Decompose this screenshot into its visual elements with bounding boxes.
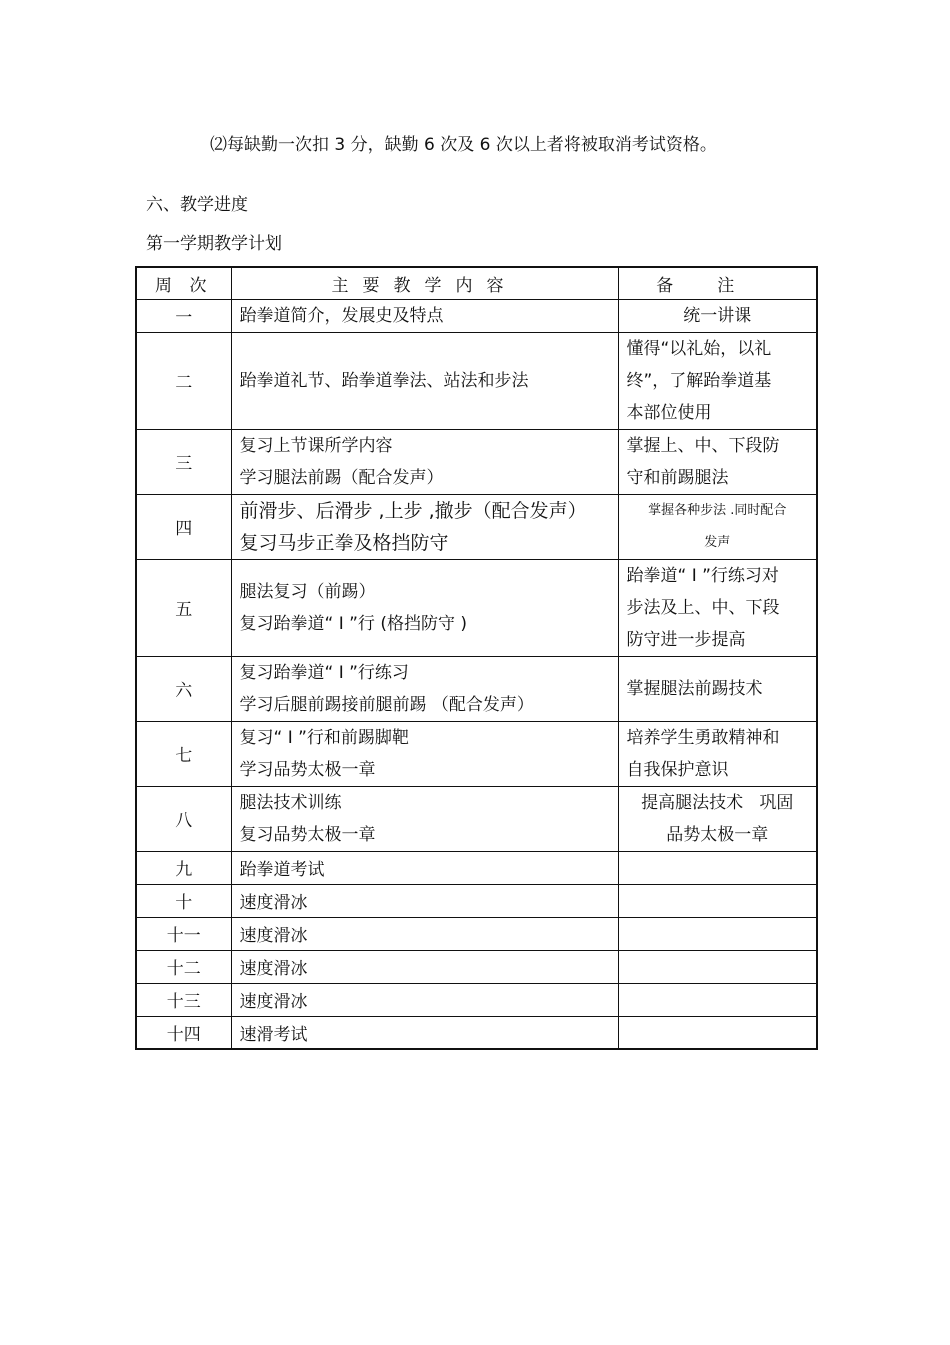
content-cell	[231, 559, 618, 656]
header-content: 主要教学内容	[231, 267, 618, 299]
note-cell	[618, 1016, 817, 1049]
table-row	[136, 429, 817, 494]
content-cell: 速度滑冰	[231, 884, 618, 917]
table-row	[136, 851, 817, 884]
note-cell	[618, 332, 817, 429]
table-row	[136, 983, 817, 1016]
content-cell: 跆拳道考试	[231, 851, 618, 884]
table-row	[136, 721, 817, 786]
table-row	[136, 559, 817, 656]
week-cell: 十四	[136, 1016, 231, 1049]
week-cell: 二	[136, 332, 231, 429]
week-cell: 八	[136, 786, 231, 851]
note-line: 守和前踢腿法	[626, 467, 729, 488]
week-cell: 十二	[136, 950, 231, 983]
note-cell	[618, 494, 817, 559]
absence-rule-line: ⑵每缺勤一次扣 3 分，缺勤 6 次及 6 次以上者将被取消考试资格。	[210, 135, 717, 155]
content-line: 跆拳道简介，发展史及特点	[239, 305, 444, 326]
table-row	[136, 494, 817, 559]
week-cell: 四	[136, 494, 231, 559]
table-row	[136, 299, 817, 332]
content-line: 学习品势太极一章	[239, 759, 376, 780]
table-row	[136, 656, 817, 721]
week-cell: 七	[136, 721, 231, 786]
content-cell	[231, 721, 618, 786]
note-line: 发声	[704, 534, 731, 550]
note-line: 培养学生勇敢精神和	[626, 727, 780, 748]
week-cell: 三	[136, 429, 231, 494]
note-line: 掌握各种步法 .同时配合	[648, 502, 787, 518]
note-line: 终”，了解跆拳道基	[626, 370, 772, 391]
note-line: 自我保护意识	[626, 759, 729, 780]
week-cell: 五	[136, 559, 231, 656]
note-cell	[618, 786, 817, 851]
content-cell	[231, 786, 618, 851]
note-line: 防守进一步提高	[626, 629, 746, 650]
content-line: 学习后腿前踢接前腿前踢 （配合发声）	[239, 694, 534, 715]
content-cell: 速度滑冰	[231, 983, 618, 1016]
note-line: 品势太极一章	[666, 824, 769, 845]
note-cell	[618, 983, 817, 1016]
week-cell: 十三	[136, 983, 231, 1016]
section-heading: 六、教学进度	[146, 195, 248, 215]
note-cell	[618, 950, 817, 983]
note-line: 提高腿法技术 巩固	[641, 792, 794, 813]
note-line: 步法及上、中、下段	[626, 597, 780, 618]
plan-subtitle: 第一学期教学计划	[146, 234, 282, 254]
note-cell	[618, 299, 817, 332]
note-cell	[618, 721, 817, 786]
content-cell	[231, 656, 618, 721]
table-row	[136, 884, 817, 917]
content-line: 复习“ I ”行和前踢脚靶	[239, 727, 409, 748]
content-cell	[231, 429, 618, 494]
note-cell	[618, 559, 817, 656]
week-cell: 十	[136, 884, 231, 917]
table-row	[136, 786, 817, 851]
content-cell	[231, 299, 618, 332]
note-cell	[618, 429, 817, 494]
note-line: 掌握上、中、下段防	[626, 435, 780, 456]
note-cell	[618, 884, 817, 917]
note-cell	[618, 917, 817, 950]
content-line: 腿法技术训练	[239, 792, 342, 813]
week-cell: 一	[136, 299, 231, 332]
header-note: 备注	[618, 267, 817, 299]
table-row	[136, 332, 817, 429]
table-row	[136, 1016, 817, 1049]
header-week: 周 次	[136, 267, 231, 299]
content-line: 复习上节课所学内容	[239, 435, 393, 456]
note-line: 跆拳道“ I ”行练习对	[626, 565, 779, 586]
content-line: 前滑步、后滑步 ,上步 ,撤步（配合发声）	[239, 499, 587, 522]
note-line: 统一讲课	[683, 305, 752, 326]
table-row	[136, 950, 817, 983]
week-cell: 九	[136, 851, 231, 884]
table-row	[136, 917, 817, 950]
week-cell: 十一	[136, 917, 231, 950]
table-header-row	[136, 267, 817, 299]
note-line: 懂得“以礼始，以礼	[626, 338, 772, 359]
content-line: 腿法复习（前踢）	[239, 581, 376, 602]
content-line: 复习跆拳道“ I ”行 (格挡防守 )	[239, 613, 468, 634]
content-line: 跆拳道礼节、跆拳道拳法、站法和步法	[239, 370, 529, 391]
content-cell: 速度滑冰	[231, 917, 618, 950]
content-line: 复习品势太极一章	[239, 824, 376, 845]
content-line: 复习马步正拳及格挡防守	[239, 531, 449, 554]
week-cell: 六	[136, 656, 231, 721]
content-cell: 速度滑冰	[231, 950, 618, 983]
note-cell	[618, 851, 817, 884]
note-cell	[618, 656, 817, 721]
content-cell	[231, 332, 618, 429]
content-line: 学习腿法前踢（配合发声）	[239, 467, 444, 488]
note-line: 掌握腿法前踢技术	[626, 678, 763, 699]
content-line: 复习跆拳道“ I ”行练习	[239, 662, 409, 683]
note-line: 本部位使用	[626, 402, 712, 423]
content-cell: 速滑考试	[231, 1016, 618, 1049]
teaching-plan-table	[135, 266, 818, 1050]
content-cell	[231, 494, 618, 559]
